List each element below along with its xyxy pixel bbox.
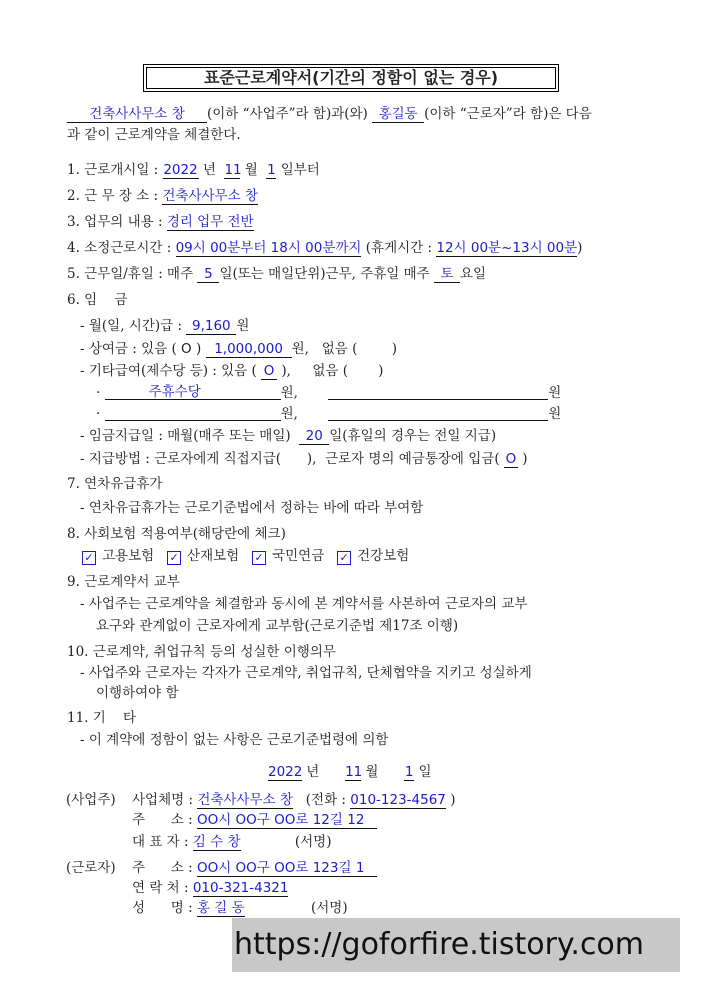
section-1	[67, 161, 320, 179]
employer-name-row	[132, 791, 455, 809]
worker-address-row	[132, 859, 377, 877]
checkbox-checked-icon[interactable]: ✓	[252, 551, 266, 565]
bullet: ·	[96, 385, 101, 401]
start-month-field[interactable]: 11	[224, 162, 242, 178]
label: 일	[418, 764, 432, 780]
insurance-item[interactable]	[167, 548, 239, 564]
insurance-checkboxes	[82, 547, 409, 565]
label: )	[522, 451, 528, 467]
worker-name-row	[132, 899, 348, 917]
label: 원,	[280, 385, 298, 401]
label: 월	[244, 162, 258, 178]
signature-label: (서명)	[294, 834, 332, 850]
section-11-text: - 이 계약에 정함이 없는 사항은 근로기준법령에 의함	[80, 732, 389, 748]
label: 년	[306, 764, 320, 780]
label: 5. 근무일/휴일 : 매주	[67, 266, 194, 282]
section-2	[67, 187, 258, 205]
employer-name-field[interactable]: 건축사사무소 창	[67, 106, 207, 123]
label: 일(또는 매일단위)근무, 주휴일 매주	[219, 266, 430, 282]
worker-address-field[interactable]: OO시 OO구 OO로 123길 1	[197, 860, 377, 877]
employer-role: (사업주)	[66, 792, 116, 808]
label: 3. 업무의 내용 :	[67, 214, 163, 230]
section-8: 8. 사회보험 적용여부(해당란에 체크)	[67, 526, 286, 542]
label: 년	[202, 162, 216, 178]
sign-month-field[interactable]: 11	[345, 764, 363, 780]
section-10: 10. 근로계약, 취업규칙 등의 성실한 이행의무	[67, 644, 336, 660]
work-days-field[interactable]: 5	[197, 266, 219, 283]
label: 사업체명 :	[132, 792, 194, 808]
business-name-field[interactable]: 건축사사무소 창	[197, 792, 293, 808]
section-9-text-2: 요구와 관계없이 근로자에게 교부함(근로기준법 제17조 이행)	[96, 618, 459, 634]
label: 4. 소정근로시간 :	[67, 240, 172, 256]
bullet: ·	[96, 406, 101, 422]
section-9: 9. 근로계약서 교부	[67, 574, 180, 590]
section-6: 6. 임 금	[67, 292, 128, 308]
section-11: 11. 기 타	[67, 710, 137, 726]
label: 성 명 :	[132, 900, 193, 916]
working-hours-field[interactable]: 09시 00분부터 18시 00분까지	[175, 240, 362, 256]
label: 요일	[460, 266, 487, 282]
job-description-field[interactable]: 경리 업무 전반	[166, 214, 254, 230]
worker-name-field[interactable]: 홍 길 동	[196, 900, 245, 916]
label: ), 없음 ( )	[281, 363, 384, 379]
worker-contact-field[interactable]: 010-321-4321	[192, 880, 289, 896]
label: 연 락 처 :	[132, 880, 189, 896]
section-10-text-2: 이행하여야 함	[96, 685, 179, 701]
label: 주 소 :	[132, 812, 193, 828]
other-pay-item-field[interactable]	[328, 406, 548, 421]
other-pay-row	[80, 362, 383, 380]
other-pay-item-row-2	[96, 405, 561, 423]
worker-contact-row	[132, 879, 288, 897]
label: 원	[548, 385, 562, 401]
label: )	[577, 240, 583, 256]
wage-row	[80, 317, 249, 335]
section-7-text: - 연차유급휴가는 근로기준법에서 정하는 바에 따라 부여함	[80, 500, 424, 516]
label: 대 표 자 :	[132, 834, 189, 850]
label: 원,	[280, 406, 298, 422]
label: - 상여금 : 있음 (	[80, 341, 177, 357]
bank-deposit-mark[interactable]: O	[505, 451, 517, 467]
start-year-field[interactable]: 2022	[163, 162, 198, 178]
label: 원	[548, 406, 562, 422]
label: 산재보험	[187, 548, 240, 564]
other-pay-item-field[interactable]	[105, 406, 281, 421]
wage-field[interactable]: 9,160	[186, 318, 236, 335]
watermark-url: https://goforfire.tistory.com	[232, 918, 680, 972]
label: 일(휴일의 경우는 전일 지급)	[329, 428, 497, 444]
label: 일부터	[280, 162, 320, 178]
other-pay-item-row-1	[96, 384, 561, 402]
other-pay-item-value: 주휴수당	[148, 384, 201, 400]
representative-row	[132, 833, 331, 851]
section-9-text-1: - 사업주는 근로계약을 체결함과 동시에 본 계약서를 사본하여 근로자의 교부	[80, 596, 528, 612]
employee-name-field[interactable]: 홍길동	[372, 106, 424, 123]
intro-text: (이하 “사업주”라 함)과(와)	[207, 106, 368, 122]
label: 주 소 :	[132, 860, 193, 876]
section-3	[67, 213, 254, 231]
label: (전화 :	[305, 792, 346, 808]
bonus-yes-mark[interactable]: O	[181, 341, 192, 357]
representative-field[interactable]: 김 수 창	[192, 834, 241, 850]
weekly-holiday-field[interactable]: 토	[434, 266, 460, 283]
section-7: 7. 연차유급휴가	[67, 476, 163, 492]
intro-text: (이하 “근로자”라 함)은 다음	[424, 106, 592, 122]
checkbox-checked-icon[interactable]: ✓	[337, 551, 351, 565]
label: 건강보험	[357, 548, 410, 564]
label: 원, 없음 ( )	[291, 341, 398, 357]
workplace-field[interactable]: 건축사사무소 창	[162, 188, 258, 204]
label: 고용보험	[102, 548, 155, 564]
other-pay-item-field[interactable]	[105, 385, 281, 400]
label: 월	[365, 764, 379, 780]
label: - 기타급여(제수당 등) : 있음 (	[80, 363, 257, 379]
intro-line-1	[67, 105, 592, 123]
section-5	[67, 265, 486, 283]
bonus-amount-field[interactable]: 1,000,000	[206, 341, 292, 358]
payday-field[interactable]: 20	[299, 428, 329, 445]
label: )	[195, 341, 202, 357]
intro-line-2: 과 같이 근로계약을 체결한다.	[67, 127, 241, 143]
label: - 월(일, 시간)급 :	[80, 318, 183, 334]
insurance-item[interactable]	[252, 548, 324, 564]
insurance-item[interactable]	[82, 548, 154, 564]
label: 원	[236, 318, 250, 334]
checkbox-checked-icon[interactable]: ✓	[167, 551, 181, 565]
worker-role: (근로자)	[66, 860, 116, 876]
label: 2. 근 무 장 소 :	[67, 188, 159, 204]
section-10-text-1: - 사업주와 근로자는 각자가 근로계약, 취업규칙, 단체협약을 지키고 성실하게	[80, 665, 532, 681]
sign-year-field[interactable]: 2022	[268, 764, 303, 780]
other-pay-item-field[interactable]	[328, 385, 548, 400]
document-title: 표준근로계약서(기간의 정함이 없는 경우)	[146, 67, 556, 89]
signature-label: (서명)	[310, 900, 348, 916]
insurance-item[interactable]	[337, 548, 409, 564]
label: 1. 근로개시일 :	[67, 162, 159, 178]
payday-row	[80, 427, 496, 445]
label: )	[450, 792, 456, 808]
section-4	[67, 239, 582, 257]
employer-phone-field[interactable]: 010-123-4567	[350, 792, 446, 808]
label: - 임금지급일 : 매월(매주 또는 매일)	[80, 428, 291, 444]
document-title-box	[143, 64, 559, 92]
start-day-field[interactable]: 1	[267, 162, 276, 178]
checkbox-checked-icon[interactable]: ✓	[82, 551, 96, 565]
signing-date	[268, 763, 432, 781]
payment-method-row	[80, 450, 527, 468]
bonus-row	[80, 340, 397, 358]
employer-address-row	[132, 811, 377, 829]
employer-address-field[interactable]: OO시 OO구 OO로 12길 12	[197, 812, 377, 829]
label: (휴게시간 :	[365, 240, 433, 256]
other-pay-yes-mark[interactable]: O	[261, 363, 277, 380]
rest-time-field[interactable]: 12시 00분~13시 00분	[436, 240, 578, 256]
label: - 지급방법 : 근로자에게 직접지급( ), 근로자 명의 예금통장에 입금(	[80, 451, 500, 467]
label: 국민연금	[272, 548, 325, 564]
sign-day-field[interactable]: 1	[404, 764, 414, 780]
